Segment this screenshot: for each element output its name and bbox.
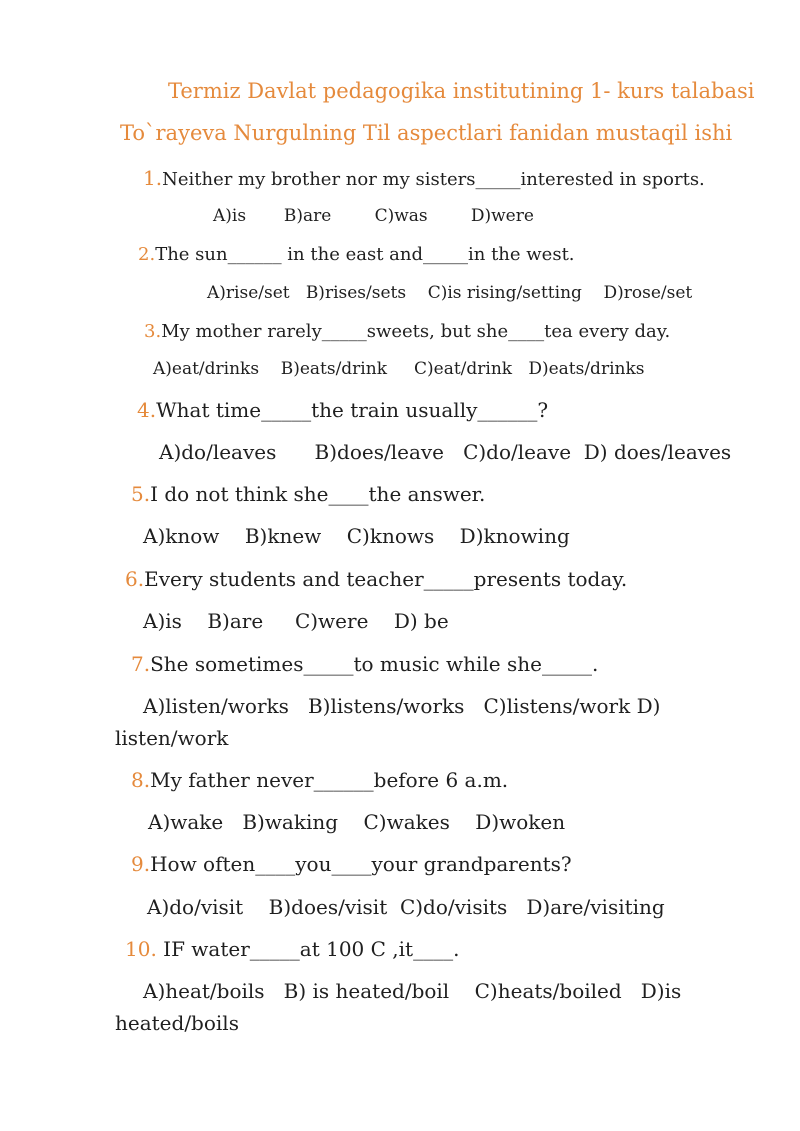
question-number: 3. xyxy=(144,321,162,342)
question-text: IF water_____at 100 C ,it____. xyxy=(156,937,460,961)
question-number: 4. xyxy=(137,398,157,422)
question-1 xyxy=(143,166,705,190)
question-1-options: A)is B)are C)was D)were xyxy=(213,206,534,226)
question-10-options: A)heat/boils B) is heated/boil C)heats/boiled D)is xyxy=(143,979,682,1003)
question-number: 9. xyxy=(131,852,151,876)
question-number: 8. xyxy=(131,768,151,792)
question-7-options: A)listen/works B)listens/works C)listens/work D) xyxy=(143,694,661,718)
header-line-2: To`rayeva Nurgulning Til aspectlari fanidan mustaqil ishi xyxy=(120,121,733,145)
question-9 xyxy=(131,852,572,876)
question-text: Neither my brother nor my sisters_____interested in sports. xyxy=(162,169,705,190)
question-8-options: A)wake B)waking C)wakes D)woken xyxy=(148,810,566,834)
question-number: 7. xyxy=(131,652,151,676)
question-text: How often____you____your grandparents? xyxy=(150,852,572,876)
question-2-options: A)rise/set B)rises/sets C)is rising/setting D)rose/set xyxy=(207,283,693,303)
question-number: 2. xyxy=(138,244,156,265)
question-text: I do not think she____the answer. xyxy=(150,482,486,506)
question-3 xyxy=(144,321,670,342)
header-line-1: Termiz Davlat pedagogika institutining 1- kurs talabasi xyxy=(168,79,755,103)
question-7 xyxy=(131,652,598,676)
question-number: 6. xyxy=(125,567,145,591)
question-9-options: A)do/visit B)does/visit C)do/visits D)are/visiting xyxy=(147,895,665,919)
question-7-options-cont: listen/work xyxy=(115,726,229,750)
question-3-options: A)eat/drinks B)eats/drink C)eat/drink D)eats/drinks xyxy=(153,359,645,379)
question-text: My father never______before 6 a.m. xyxy=(150,768,509,792)
question-number: 10. xyxy=(125,937,157,961)
question-6-options: A)is B)are C)were D) be xyxy=(143,609,449,633)
question-text: She sometimes_____to music while she_____. xyxy=(150,652,599,676)
question-10 xyxy=(125,937,459,961)
question-4-options: A)do/leaves B)does/leave C)do/leave D) does/leaves xyxy=(159,440,732,464)
question-2 xyxy=(138,244,575,265)
question-5-options: A)know B)knew C)knows D)knowing xyxy=(143,524,570,548)
question-text: Every students and teacher_____presents today. xyxy=(144,567,628,591)
question-10-options-cont: heated/boils xyxy=(115,1011,239,1035)
question-text: What time_____the train usually______? xyxy=(156,398,549,422)
question-8 xyxy=(131,768,508,792)
question-6 xyxy=(125,567,627,591)
question-number: 1. xyxy=(143,166,163,190)
question-4 xyxy=(137,398,548,422)
question-5 xyxy=(131,482,485,506)
question-text: The sun______ in the east and_____in the west. xyxy=(155,244,575,265)
question-text: My mother rarely_____sweets, but she____tea every day. xyxy=(161,321,671,342)
question-number: 5. xyxy=(131,482,151,506)
